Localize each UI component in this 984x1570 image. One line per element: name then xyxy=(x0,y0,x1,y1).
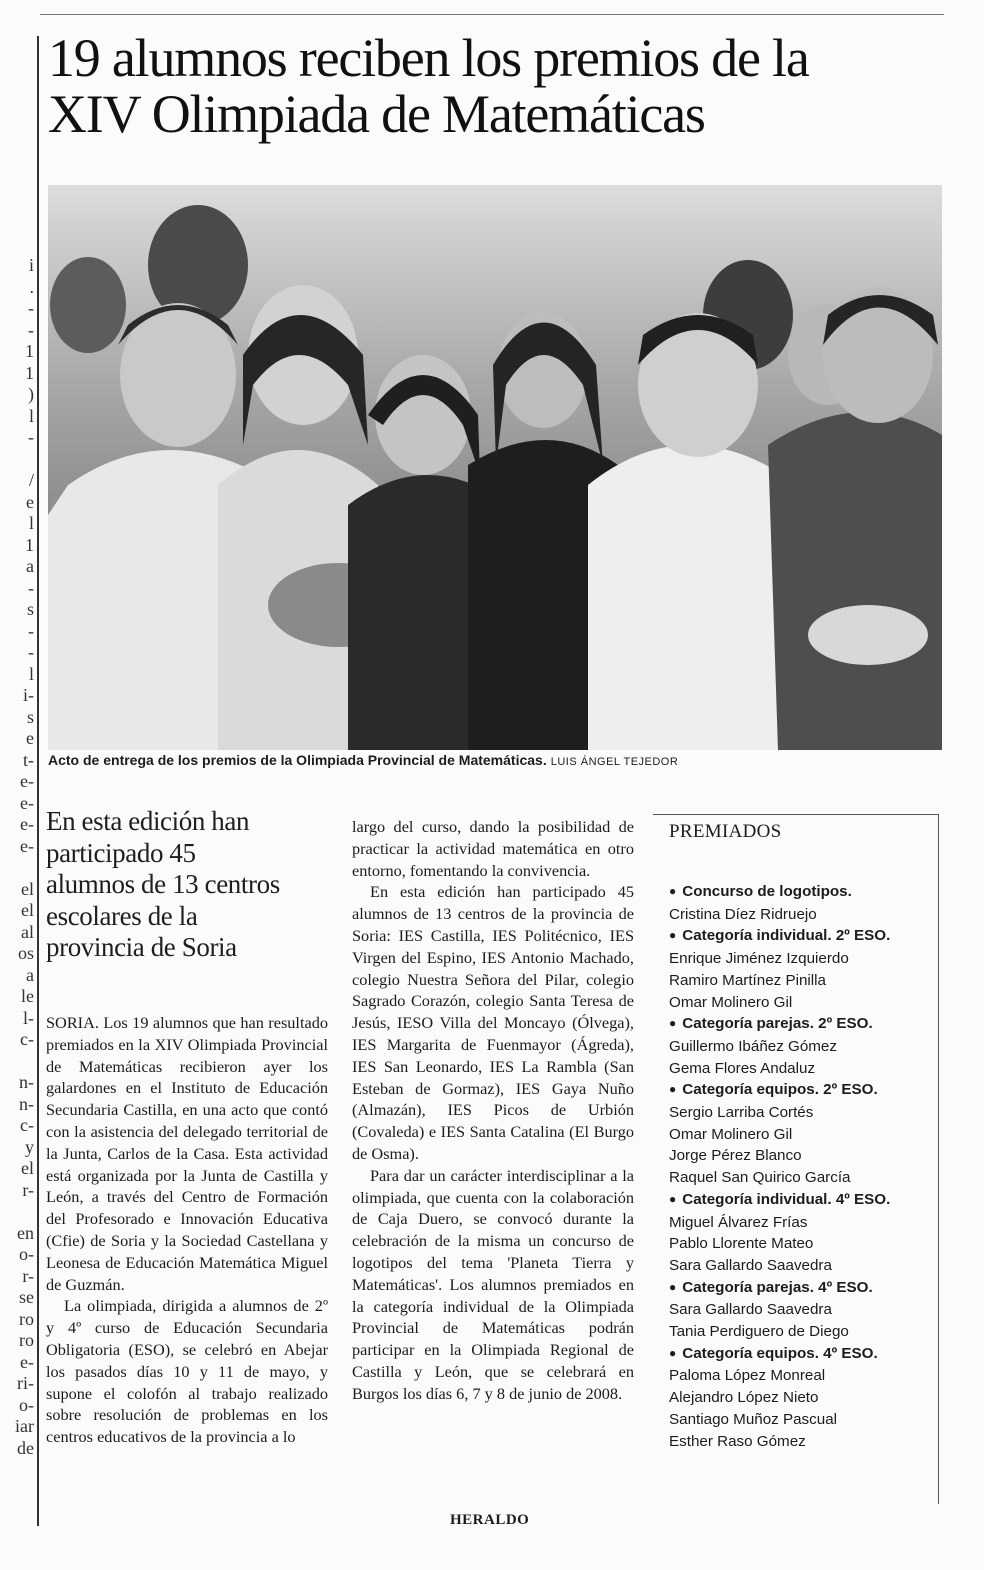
fragment-text: i xyxy=(28,255,34,275)
fragment-text: l xyxy=(28,513,34,533)
fragment-text: se xyxy=(19,1287,34,1307)
winner-name: Guillermo Ibáñez Gómez xyxy=(669,1037,837,1055)
fragment-text: n- xyxy=(19,1093,34,1114)
fragment-text: le xyxy=(21,986,34,1006)
winners-sidebar xyxy=(653,814,939,1504)
prize-category: ● Categoría parejas. 2º ESO. xyxy=(669,1013,930,1036)
fragment-text: n- xyxy=(19,1072,34,1092)
article-paragraph: largo del curso, dando la posibilidad de practicar la actividad matemática en otro entorno, fomentando la convivencia. xyxy=(352,817,634,880)
fragment-text: a xyxy=(26,964,34,985)
fragment-text: l xyxy=(28,405,34,426)
prize-category: ● Categoría equipos. 2º ESO. xyxy=(669,1079,930,1102)
photo-credit: LUIS ÁNGEL TEJEDOR xyxy=(550,756,679,768)
fragment-text: - xyxy=(28,620,34,641)
fragment-text: e- xyxy=(20,835,34,856)
fragment-text: e- xyxy=(20,814,34,834)
winner-name: Raquel San Quirico García xyxy=(669,1169,851,1187)
fragment-text: e xyxy=(26,728,34,748)
fragment-text: 1 xyxy=(25,341,34,361)
fragment-text: ri- xyxy=(17,1373,34,1393)
audience-photo-illustration xyxy=(48,185,942,750)
fragment-text: c- xyxy=(20,1029,34,1049)
fragment-text: r- xyxy=(22,1179,34,1200)
headline-line-1: 19 alumnos reciben los premios de la xyxy=(48,28,809,88)
winner-name: Sara Gallardo Saavedra xyxy=(669,1301,832,1319)
fragment-text: c- xyxy=(20,1115,34,1135)
caption-text: Acto de entrega de los premios de la Olimpiada Provincial de Matemáticas. xyxy=(48,752,547,768)
winner-name: Santiago Muñoz Pascual xyxy=(669,1410,838,1428)
fragment-text: s xyxy=(26,706,34,727)
article-paragraph: SORIA. Los 19 alumnos que han resultado premiados en la XIV Olimpiada Provincial de Matemáticas recibieron ayer los galardones en el Instituto de Educación Secundaria Castilla, en una acto que contó con la asistencia del delegado territorial de la Junta, Carlos de la Casa. Esta actividad está organizada por la Junta de Castilla y León, a través del Centro de Formación del Profesorado e Innovación Educativa (Cfie) de Soria y la Sociedad Castellana y Leonesa de Educación Matemática Miguel de Guzmán. xyxy=(46,1013,328,1294)
fragment-text: el xyxy=(21,900,34,920)
winner-name: Gema Flores Andaluz xyxy=(669,1059,816,1077)
prize-category: ● Categoría equipos. 4º ESO. xyxy=(669,1343,930,1366)
fragment-text xyxy=(0,1051,34,1073)
fragment-text: 1 xyxy=(25,534,34,555)
prize-category: ● Categoría parejas. 4º ESO. xyxy=(669,1277,930,1300)
prize-category: ● Categoría individual. 4º ESO. xyxy=(669,1189,930,1212)
winner-name: Pablo Llorente Mateo xyxy=(669,1235,814,1253)
winner-name: Tania Perdiguero de Diego xyxy=(669,1323,849,1341)
prize-list xyxy=(669,881,930,1452)
winner-name: Omar Molinero Gil xyxy=(669,1125,793,1143)
fragment-text: - xyxy=(28,642,34,662)
article-paragraph: En esta edición han participado 45 alumnos de 13 centros de la provincia de Soria: IES Castilla, IES Politécnico, IES Virgen del Espino, IES Antonio Machado, colegio Nuestra Señora del Pilar, colegio Sagrado Corazón, colegio Santa Teresa de Jesús, IESO Villa del Moncayo (Ólvega), IES Margarita de Fuenmayor (Ágreda), IES San Leonardo, IES La Rambla (San Esteban de Gormaz), IES Gaya Nuño (Almazán), IES Picos de Urbión (Covaleda) e IES Santa Catalina (El Burgo de Osma). xyxy=(352,882,634,1163)
fragment-text: ro xyxy=(19,1308,34,1329)
fragment-text: ro xyxy=(19,1330,34,1350)
fragment-text: el xyxy=(21,1158,34,1178)
fragment-text xyxy=(0,1201,34,1223)
winner-name: Jorge Pérez Blanco xyxy=(669,1147,802,1165)
winner-name: Ramiro Martínez Pinilla xyxy=(669,971,826,989)
headline-line-2: XIV Olimpiada de Matemáticas xyxy=(48,84,705,144)
fragment-text: - xyxy=(28,577,34,598)
fragment-text: 1 xyxy=(25,362,34,383)
fragment-text: a xyxy=(26,556,34,576)
prize-category: ● Categoría individual. 2º ESO. xyxy=(669,925,930,948)
fragment-text: r- xyxy=(22,1265,34,1286)
winner-name: Sergio Larriba Cortés xyxy=(669,1104,814,1122)
news-photo xyxy=(48,185,942,750)
fragment-text: - xyxy=(28,298,34,318)
headline xyxy=(48,30,948,142)
fragment-text: e xyxy=(26,491,34,512)
winner-name: Alejandro López Nieto xyxy=(669,1389,819,1407)
fragment-text: e- xyxy=(20,792,34,813)
fragment-text: l- xyxy=(23,1007,34,1028)
winner-name: Enrique Jiménez Izquierdo xyxy=(669,950,849,968)
prize-category: ● Concurso de logotipos. xyxy=(669,881,930,904)
fragment-text: al xyxy=(21,921,34,942)
fragment-text: e- xyxy=(20,1351,34,1372)
fragment-text: i- xyxy=(23,685,34,705)
fragment-text xyxy=(0,857,34,879)
fragment-text: de xyxy=(17,1437,34,1458)
column-divider xyxy=(37,36,39,1526)
fragment-text: el xyxy=(21,878,34,899)
winner-name: Sara Gallardo Saavedra xyxy=(669,1256,832,1274)
winner-name: Cristina Díez Ridruejo xyxy=(669,905,817,923)
subheadline: En esta edición han participado 45 alumnos de 13 centros escolares de la provincia de Soria xyxy=(46,806,280,962)
sidebar-title: PREMIADOS xyxy=(669,821,782,842)
fragment-text: / xyxy=(28,470,34,490)
fragment-text: l xyxy=(28,663,34,684)
top-rule xyxy=(40,14,944,15)
fragment-text: - xyxy=(28,427,34,447)
adjacent-column-fragments xyxy=(0,255,34,1459)
fragment-text: - xyxy=(28,319,34,340)
photo-caption xyxy=(48,752,948,768)
fragment-text xyxy=(0,449,34,471)
fragment-text: en xyxy=(17,1222,34,1243)
article-column-1 xyxy=(46,1012,328,1448)
fragment-text: t- xyxy=(23,749,34,770)
fragment-text: o- xyxy=(19,1244,34,1264)
fragment-text: y xyxy=(25,1136,34,1157)
article-paragraph: La olimpiada, dirigida a alumnos de 2º y 4º curso de Educación Secundaria Obligatoria (ESO), se celebró en Abejar los pasados días 10 y 11 de mayo, y supone el colofón al trabajo realizado sobre resolución de problemas en los centros educativos de la provincia a lo xyxy=(46,1296,328,1447)
fragment-text: ) xyxy=(28,384,34,404)
fragment-text: s xyxy=(26,599,34,619)
fragment-text: iar xyxy=(15,1416,34,1436)
winner-name: Omar Molinero Gil xyxy=(669,993,793,1011)
fragment-text: e- xyxy=(20,771,34,791)
article-paragraph: Para dar un carácter interdisciplinar a la olimpiada, que cuenta con la colaboración de Caja Duero, se convocó durante la celebración de la misma un concurso de logotipos del tema 'Planeta Tierra y Matemáticas'. Los alumnos premiados en la categoría individual de la Olimpiada Provincial de Matemáticas podrán participar en la Olimpiada Regional de Castilla y León, que se celebrará en Burgos los días 6, 7 y 8 de junio de 2008. xyxy=(352,1165,634,1403)
article-column-2 xyxy=(352,816,634,1405)
fragment-text: . xyxy=(29,276,34,297)
winner-name: Esther Raso Gómez xyxy=(669,1432,806,1450)
winner-name: Paloma López Monreal xyxy=(669,1367,826,1385)
fragment-text: os xyxy=(17,943,34,963)
newspaper-name: HERALDO xyxy=(450,1512,530,1528)
winner-name: Miguel Álvarez Frías xyxy=(669,1213,808,1231)
fragment-text: o- xyxy=(19,1394,34,1415)
